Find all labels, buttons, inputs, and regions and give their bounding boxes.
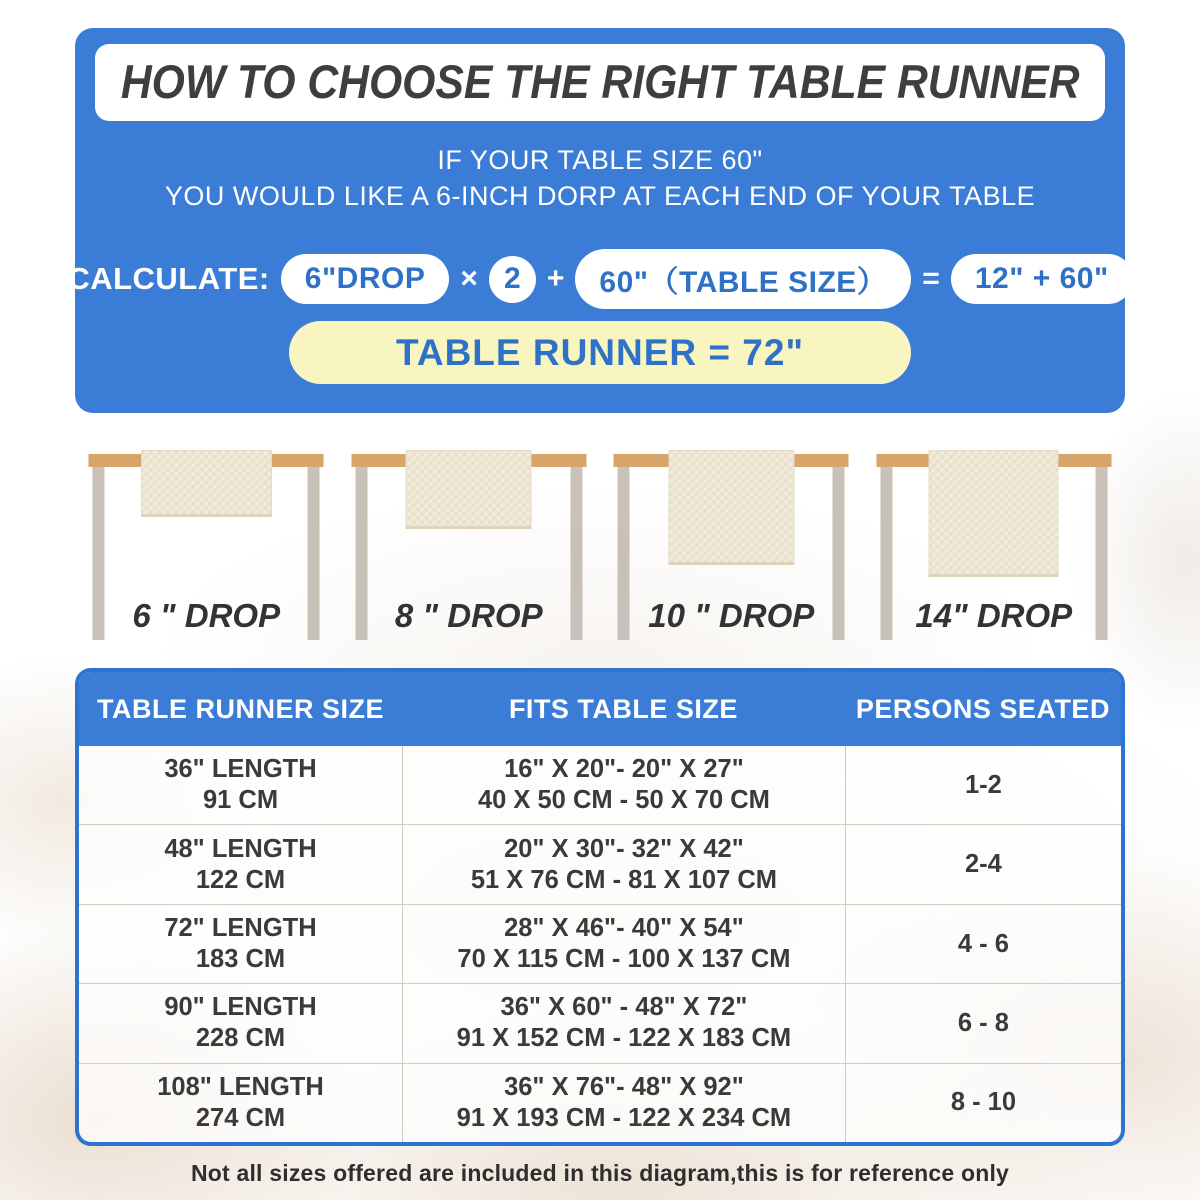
title-banner bbox=[95, 44, 1105, 121]
persons-seated-cell: 6 - 8 bbox=[845, 984, 1121, 1062]
table-row bbox=[79, 746, 1121, 824]
fits-table-size-cell bbox=[402, 825, 845, 903]
fits-size-cm: 91 X 152 CM - 122 X 183 CM bbox=[456, 1024, 792, 1053]
runner-size-inches: 48" LENGTH bbox=[164, 834, 317, 863]
plus-sign: + bbox=[546, 262, 565, 295]
size-table bbox=[75, 668, 1125, 1146]
formula-label: CALCULATE: bbox=[67, 261, 270, 296]
fits-size-cm: 51 X 76 CM - 81 X 107 CM bbox=[470, 865, 777, 894]
runner-size-inches: 90" LENGTH bbox=[164, 993, 317, 1022]
fits-table-size-cell bbox=[402, 984, 845, 1062]
table-runner bbox=[929, 450, 1059, 577]
table-runner bbox=[141, 450, 272, 517]
fits-table-size-cell bbox=[402, 746, 845, 824]
formula-multiplier-badge: 2 bbox=[489, 256, 536, 303]
formula-table-size-pill: 60"（TABLE SIZE） bbox=[575, 249, 911, 309]
drop-label: 6 " DROP bbox=[132, 597, 281, 634]
drop-diagram-8 bbox=[338, 443, 601, 649]
fits-size-inches: 16" X 20"- 20" X 27" bbox=[504, 755, 744, 784]
runner-size-cm: 228 CM bbox=[195, 1024, 286, 1053]
page-title: HOW TO CHOOSE THE RIGHT TABLE RUNNER bbox=[120, 55, 1080, 109]
persons-seated-cell: 4 - 6 bbox=[845, 905, 1121, 983]
equals-sign: = bbox=[922, 262, 940, 295]
persons-seated-cell: 2-4 bbox=[845, 825, 1121, 903]
fits-size-inches: 36" X 60" - 48" X 72" bbox=[500, 993, 748, 1022]
fits-size-inches: 20" X 30"- 32" X 42" bbox=[504, 834, 744, 863]
runner-size-inches: 72" LENGTH bbox=[164, 914, 317, 943]
runner-size-cell bbox=[79, 984, 402, 1062]
persons-seated-cell: 1-2 bbox=[845, 746, 1121, 824]
fits-size-inches: 28" X 46"- 40" X 54" bbox=[504, 914, 744, 943]
subtitle-block bbox=[75, 142, 1125, 214]
column-header-fits-table-size: FITS TABLE SIZE bbox=[508, 693, 738, 724]
runner-size-cell bbox=[79, 825, 402, 903]
formula-row bbox=[67, 250, 1125, 308]
footnote: Not all sizes offered are included in this diagram,this is for reference only bbox=[190, 1160, 1010, 1186]
runner-size-inches: 108" LENGTH bbox=[157, 1072, 324, 1101]
drop-diagram-10 bbox=[600, 443, 863, 649]
formula-sum-pill: 12" + 60" bbox=[951, 254, 1133, 304]
drop-label: 14" DROP bbox=[915, 597, 1073, 634]
column-header-persons-seated: PERSONS SEATED bbox=[855, 693, 1110, 724]
table-runner bbox=[406, 450, 532, 529]
size-table-header bbox=[79, 672, 1121, 746]
fits-size-cm: 91 X 193 CM - 122 X 234 CM bbox=[456, 1103, 792, 1132]
drop-diagram-14 bbox=[863, 443, 1126, 649]
runner-size-inches: 36" LENGTH bbox=[164, 755, 317, 784]
fits-size-cm: 40 X 50 CM - 50 X 70 CM bbox=[477, 786, 770, 815]
formula-result-pill bbox=[289, 321, 911, 384]
size-table-body bbox=[79, 746, 1121, 1142]
formula-result-text: TABLE RUNNER = 72" bbox=[396, 331, 804, 373]
table-runner bbox=[668, 450, 794, 565]
persons-seated-cell: 8 - 10 bbox=[845, 1064, 1121, 1142]
runner-size-cell bbox=[79, 905, 402, 983]
table-row bbox=[79, 1063, 1121, 1142]
fits-table-size-cell bbox=[402, 905, 845, 983]
runner-size-cell bbox=[79, 746, 402, 824]
column-header-runner-size: TABLE RUNNER SIZE bbox=[97, 693, 385, 724]
table-row bbox=[79, 824, 1121, 903]
drop-diagram-6 bbox=[75, 443, 338, 649]
formula-drop-pill: 6"DROP bbox=[281, 254, 450, 304]
runner-size-cm: 91 CM bbox=[202, 786, 279, 815]
runner-size-cell bbox=[79, 1064, 402, 1142]
subtitle-line1: IF YOUR TABLE SIZE 60" bbox=[437, 145, 763, 175]
table-row bbox=[79, 904, 1121, 983]
drop-label: 10 " DROP bbox=[648, 597, 815, 634]
multiply-sign: × bbox=[460, 262, 478, 295]
drop-diagrams-row bbox=[75, 443, 1125, 649]
runner-size-cm: 122 CM bbox=[195, 865, 286, 894]
header-card bbox=[67, 28, 1125, 413]
runner-size-cm: 183 CM bbox=[195, 945, 286, 974]
runner-size-cm: 274 CM bbox=[195, 1103, 286, 1132]
fits-table-size-cell bbox=[402, 1064, 845, 1142]
subtitle-line2: YOU WOULD LIKE A 6-INCH DORP AT EACH END OF YOUR TABLE bbox=[164, 181, 1036, 211]
fits-size-inches: 36" X 76"- 48" X 92" bbox=[504, 1072, 744, 1101]
drop-label: 8 " DROP bbox=[394, 597, 543, 634]
table-row bbox=[79, 983, 1121, 1062]
fits-size-cm: 70 X 115 CM - 100 X 137 CM bbox=[457, 945, 791, 974]
